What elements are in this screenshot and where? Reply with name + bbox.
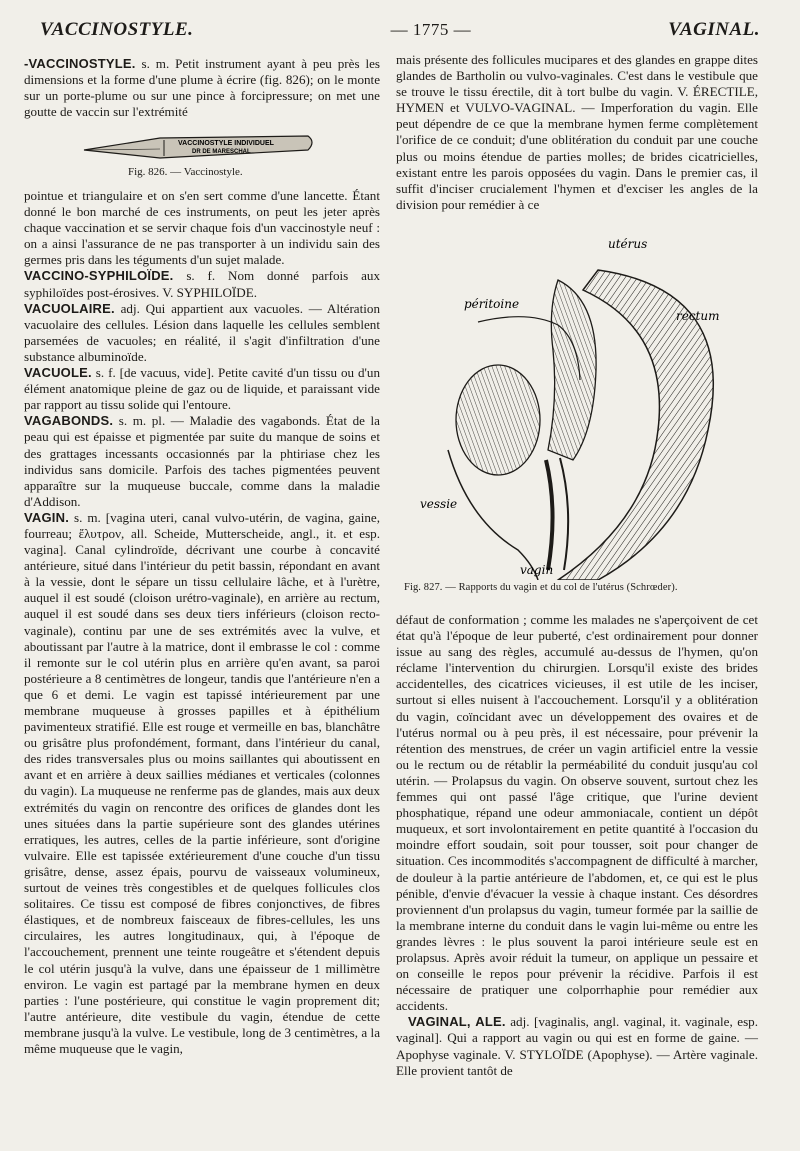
entry-text: s. f. Nom donné parfois aux syphiloïdes post-érosives. V. SYPHILOÏDE. — [24, 268, 380, 300]
entry-vaginal — [396, 1014, 758, 1078]
page-number: — 1775 — — [390, 20, 472, 39]
entry-head: VAGIN. — [24, 509, 70, 525]
right-column-bottom — [396, 612, 758, 1079]
left-column-top — [24, 56, 380, 120]
right-column-top — [396, 52, 758, 213]
entry-head: VAGINAL, ALE. — [408, 1014, 506, 1030]
entry-text: s. f. [de vacuus, vide]. Petite cavité d'un tissu ou d'un élément anatomique pleine de gaz ou de liquide, et paraissant vide par rapport au tissu solide qui l'entoure. — [24, 365, 380, 413]
entry-vacuolaire — [24, 301, 380, 365]
label-vagin: vagin — [520, 563, 554, 577]
label-vessie: vessie — [420, 497, 458, 511]
entry-text: adj. Qui appartient aux vacuoles. — Altération vacuolaire des cellules. Lésion dans laquelle les cellules semblent parsemées de vacuoles; en réalité, il s'agit d'infiltration d'une substance albuminoïde. — [24, 300, 380, 364]
label-peritoine: péritoine — [464, 297, 520, 311]
entry-vaccino-syphiloide — [24, 268, 380, 300]
entry-head: VACUOLE. — [24, 365, 92, 381]
anatomy-illustration — [408, 230, 748, 580]
figure-827-caption: Fig. 827. — Rapports du vagin et du col de l'utérus (Schrœder). — [404, 582, 678, 593]
left-column-bottom — [24, 188, 380, 1057]
header-left-word: VACCINOSTYLE. — [40, 19, 194, 40]
figure-826-caption: Fig. 826. — Vaccinostyle. — [128, 166, 243, 178]
entry-vacuole — [24, 365, 380, 413]
entry-head: -VACCINOSTYLE. — [24, 56, 136, 71]
label-uterus: utérus — [608, 237, 648, 251]
entry-vagin — [24, 510, 380, 1057]
entry-text: adj. [vaginalis, angl. vaginal, it. vaginale, esp. vaginal]. Qui a rapport au vagin ou qui est en forme de gaine. — Apophyse vaginale. V. STYLOÏDE (Apophyse). — Artère vaginale. Elle provient tantôt de — [396, 1014, 758, 1078]
entry-head: VACUOLAIRE. — [24, 300, 115, 316]
header-right-word: VAGINAL. — [668, 19, 760, 40]
entry-head: VAGABONDS. — [24, 413, 114, 429]
entry-text: s. m. pl. — Maladie des vagabonds. État de la peau qui est épaisse et pigmentée par suite du manque de soins et des grattages incessants occasionnés par la phtiriase chez les individus sans domicile. Parfois des taches pigmentées peuvent apparaître sur la muqueuse buccale, comme dans la maladie d'Addison. — [24, 413, 380, 509]
stamp-line-2: DR DE MARESCHAL — [192, 149, 251, 155]
entry-vaccinostyle: -VACCINOSTYLE. s. m. Petit instrument ayant à peu près les dimensions et la forme d'une plume à écrire (fig. 826); on le monte sur un porte-plume ou sur une pince à forcipressure; on met une goutte de vaccin sur l'extrémité — [24, 56, 380, 120]
entry-head: VACCINO-SYPHILOÏDE. — [24, 268, 174, 284]
running-header — [40, 18, 760, 42]
entry-text: s. m. [vagina uteri, canal vulvo-utérin, de vagina, gaine, fourreau; ἔλυτρον, all. Scheide, Mutterscheide, angl., it. et esp. vagina]. Canal cylindroïde, décrivant une courbe à concavité antérieure, situé dans l'intérieur du petit bassin, répondant en avant à la vessie, dont le sépare un tissu cellulaire lâche, et à l'urètre, auquel il est soudé (cloison urétro-vaginale), en arrière au rectum, auquel il est soudé dans ses deux tiers inférieurs (cloison recto-vaginale), continu par une de ses extrémités avec la vulve, et aboutissant par l'autre à la matrice, dont il embrasse le col : comme il remonte sur le col utérin plus en arrière qu'en avant, sa paroi postérieure a 8 centimètres de longeur, tandis que l'antérieure n'en a que 6 et demi. Le vagin est tapissé intérieurement par une membrane muqueuse à grosses papilles et à épithélium pavimenteux stratifié. Elle est rouge et vermeille en bas, blanchâtre ou grisâtre plus profondément, formant, dans l'intérieur du canal, des rides transversales plus ou moins saillantes qui aboutissent en avant et en arrière à deux saillies médianes et verticales (colonnes du vagin). La muqueuse ne renferme pas de glandes, mais aux deux extrémités du vagin on rencontre des orifices de glandes dont les unes situées dans la partie supérieure sont des glandes utérines erratiques, les autres, celles de la partie inférieure, sont d'origine vulvaire. Elle est tapissée extérieurement d'une couche d'un tissu grisâtre, dense, assez épais, pourvu de vaisseaux volumineux, surtout de veines très congestibles et de quelques follicules clos solitaires. Ce tissu est composé de fibres conjonctives, de fibres élastiques, et de nombreux faisceaux de fibres-cellules, les uns circulaires, les autres longitudinaux, qui, à l'époque de l'accouchement, prennent une teinte rougeâtre et s'étendent depuis le col utérin jusqu'à la vulve, dans une épaisseur de 1 millimètre environ. Le vagin est partagé par la membrane hymen en deux parties : l'une postérieure, qui constitue le vagin proprement dit; l'autre antérieure, dite vestibule du vagin, étendue de cette membrane jusqu'à la vulve. Le vestibule, long de 3 centimètres, a la même muqueuse que le vagin, — [24, 509, 380, 1056]
entry-vaccinostyle-cont: pointue et triangulaire et on s'en sert comme d'une lancette. Étant donné le bon marché de ces instruments, on peut les jeter après chaque vaccination et se servir chaque fois d'un vaccinostyle neuf : on a ainsi l'assurance de ne pas transporter à un individu sain des germes pris dans les téguments d'un sujet malade. — [24, 188, 380, 268]
entry-vagin-cont: mais présente des follicules mucipares et des glandes en grappe dites glandes de Bartholin ou vulvo-vaginales. C'est dans le vestibule que se trouve le tissu érectile, dit à tort bulbe du vagin. V. ÉRECTILE, HYMEN et VULVO-VAGINAL. — Imperforation du vagin. Elle peut dépendre de ce que la membrane hymen ferme complètement l'orifice de ce conduit; d'une oblitération du conduit par une couche plus ou moins étendue de parties molles; de brides cicatricielles, existant entre les parois opposées du vagin. Dans le premier cas, il suffit d'inciser crucialement l'hymen et d'exciser les angles de la division pour remédier à ce — [396, 52, 758, 212]
entry-vagin-cont-2: défaut de conformation ; comme les malades ne s'aperçoivent de cet état qu'à l'époque de leur puberté, c'est ordinairement pour donner issue au sang des règles, accumulé au-dessus de l'hymen, qu'on réclame l'intervention du chirurgien. Lorsqu'il existe des brides accidentelles, des cicatrices vicieuses, il est utile de les inciser, surtout si elles nuisent à l'accouchement. Lorsqu'il y a oblitération du vagin, coïncidant avec un développement des ovaires et de l'utérus normal ou à peu près, il est nécessaire, pour prévenir la rétention des menstrues, de créer un vagin artificiel entre la vessie ou le rectum ou de rétablir la perméabilité du conduit jusqu'au col utérin. — Prolapsus du vagin. On observe souvent, surtout chez les femmes qui ont passé l'âge critique, que l'urine devient phosphatique, répand une odeur ammoniacale, contient un dépôt muqueux, et sort involontairement en petite quantité à l'occasion du moindre effort soudain, soit pour tousser, soit pour changer de situation. Ces incommodités s'accompagnent de difficulté à marcher, de douleur à la partie antérieure de l'abdomen, et, ce qui est le plus pénible, d'envie d'évacuer la vessie à chaque instant. Ces désordres proviennent d'un prolapsus du vagin, tumeur formée par la saillie de la membrane interne du conduit dans le vagin lui-même ou entre les grandes lèvres : le plus souvent la paroi intérieure seule est en prolapsus. Après avoir réduit la tumeur, on applique un pessaire et on conseille le repos pour prévenir la récidive. Parfois il est nécessaire de pratiquer une colporrhaphie pour remédier aux accidents. — [396, 612, 758, 1014]
stamp-line-1: VACCINOSTYLE INDIVIDUEL — [178, 140, 274, 147]
label-rectum: rectum — [676, 309, 720, 323]
entry-vagabonds — [24, 413, 380, 510]
entry-text: Petit instrument ayant à peu près les dimensions et la forme d'une plume à écrire (fig. 826); on le monte sur un porte-plume ou sur une pince à forcipressure; on met une goutte de vaccin sur l'extrémité — [24, 56, 380, 120]
